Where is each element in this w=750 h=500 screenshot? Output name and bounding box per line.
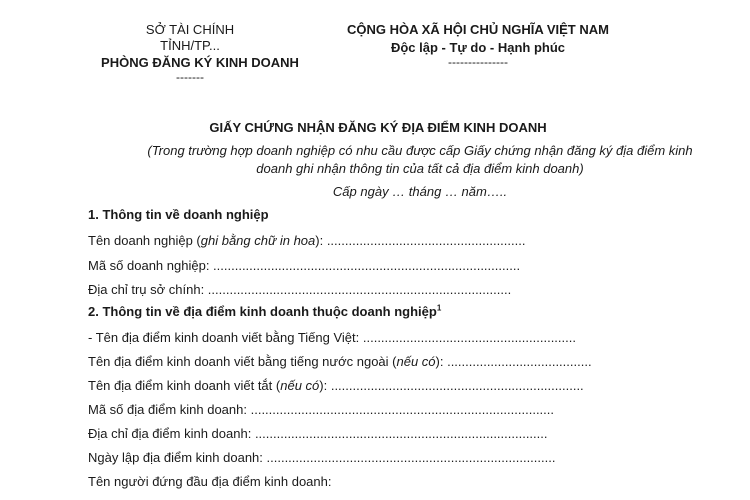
country-name: CỘNG HÒA XÃ HỘI CHỦ NGHĨA VIỆT NAM xyxy=(347,22,609,37)
field-rest: ): ....................................................... xyxy=(315,233,526,248)
field-dots: ........................................................... xyxy=(362,330,576,345)
subtitle-line2: doanh ghi nhận thông tin của tất cả địa điểm kinh doanh) xyxy=(256,161,584,176)
field-note: nếu có xyxy=(396,354,436,369)
field-rest: ): ........................................ xyxy=(435,354,592,369)
field-location-head xyxy=(88,474,331,489)
field-company-code xyxy=(88,258,520,273)
field-dots: ..................................................................................... xyxy=(213,258,521,273)
field-location-address xyxy=(88,426,548,441)
field-note: ghi bằng chữ in hoa xyxy=(200,233,316,248)
field-label: Tên người đứng đầu địa điểm kinh doanh: xyxy=(88,474,332,489)
field-label: Địa chỉ địa điểm kinh doanh: xyxy=(88,426,255,441)
field-location-name-foreign xyxy=(88,354,592,369)
field-label: Địa chỉ trụ sở chính: xyxy=(88,282,208,297)
section2-heading xyxy=(88,304,441,319)
issue-date: Cấp ngày … tháng … năm….. xyxy=(332,184,508,199)
header-right-divider: --------------- xyxy=(448,55,508,69)
field-location-code xyxy=(88,402,554,417)
field-location-name-short xyxy=(88,378,584,393)
motto: Độc lập - Tự do - Hạnh phúc xyxy=(390,40,566,55)
field-label: Mã số địa điểm kinh doanh: xyxy=(88,402,251,417)
province-name: TỈNH/TP... xyxy=(160,38,220,53)
subtitle-line1: (Trong trường hợp doanh nghiệp có nhu cầu được cấp Giấy chứng nhận đăng ký địa điểm kinh xyxy=(147,143,693,158)
footnote-mark: 1 xyxy=(436,303,442,313)
agency-name: SỞ TÀI CHÍNH xyxy=(145,22,235,37)
field-label: Mã số doanh nghiệp: xyxy=(88,258,214,273)
field-dots: .................................................................................... xyxy=(207,282,512,297)
field-dots: ................................................................................ xyxy=(266,450,556,465)
section1-heading: 1. Thông tin về doanh nghiệp xyxy=(88,207,269,222)
field-head-office-address xyxy=(88,282,511,297)
field-dots: ................................................................................. xyxy=(254,426,548,441)
field-location-name-vn xyxy=(88,330,576,345)
field-establishment-date xyxy=(88,450,555,465)
field-note: nếu có xyxy=(280,378,320,393)
field-label: Tên địa điểm kinh doanh viết tắt ( xyxy=(88,378,281,393)
field-label: Tên địa điểm kinh doanh viết bằng tiếng nước ngoài ( xyxy=(88,354,397,369)
field-label: - Tên địa điểm kinh doanh viết bằng Tiếng Việt: xyxy=(88,330,363,345)
field-dots: .................................................................................... xyxy=(250,402,555,417)
field-label: Ngày lập địa điểm kinh doanh: xyxy=(88,450,267,465)
field-rest: ): ...................................................................... xyxy=(319,378,584,393)
header-left-divider: ------- xyxy=(176,70,204,84)
document-title: GIẤY CHỨNG NHẬN ĐĂNG KÝ ĐỊA ĐIỂM KINH DOANH xyxy=(209,120,547,135)
office-name: PHÒNG ĐĂNG KÝ KINH DOANH xyxy=(101,55,299,70)
field-company-name xyxy=(88,233,525,248)
section2-heading-text: 2. Thông tin về địa điểm kinh doanh thuộc doanh nghiệp xyxy=(88,304,437,319)
field-label: Tên doanh nghiệp ( xyxy=(88,233,201,248)
